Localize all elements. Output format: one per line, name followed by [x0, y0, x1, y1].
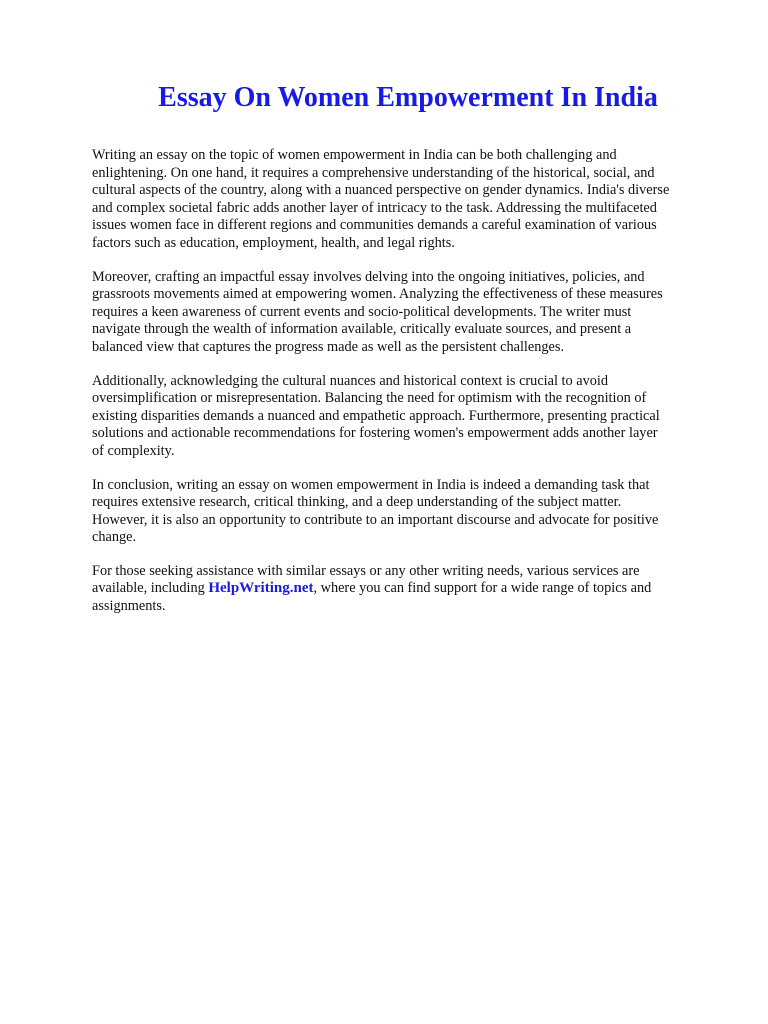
paragraph-line: requires extensive research, critical thinking, and a deep understanding of the subject matter.: [92, 494, 622, 511]
paragraph-intro: [92, 147, 732, 253]
paragraph-line: Moreover, crafting an impactful essay involves delving into the ongoing initiatives, policies, and: [92, 268, 645, 285]
paragraph-line: change.: [92, 529, 137, 546]
closing-text-after-link: , where you can find support for a wide range of topics and: [313, 580, 652, 597]
paragraph-moreover: [92, 269, 732, 357]
document-body: [92, 147, 732, 632]
closing-text-before-link: available, including: [92, 580, 209, 597]
paragraph-line: Additionally, acknowledging the cultural nuances and historical context is crucial to avoid: [92, 372, 608, 389]
paragraph-line: enlightening. On one hand, it requires a comprehensive understanding of the historical, social, and: [92, 164, 655, 181]
paragraph-line: existing disparities demands a nuanced and empathetic approach. Furthermore, presenting practical: [92, 407, 660, 424]
paragraph-line-with-link: [92, 580, 732, 598]
paragraph-line: solutions and actionable recommendations for fostering women's empowerment adds another layer: [92, 425, 658, 442]
paragraph-line: requires a keen awareness of current events and socio-political developments. The writer must: [92, 303, 632, 320]
paragraph-line: cultural aspects of the country, along with a nuanced perspective on gender dynamics. India's diverse: [92, 182, 670, 199]
paragraph-line: navigate through the wealth of information available, critically evaluate sources, and present a: [92, 321, 632, 338]
page-title: Essay On Women Empowerment In India: [158, 82, 658, 113]
paragraph-line: issues women face in different regions and communities demands a careful examination of various: [92, 217, 657, 234]
paragraph-line: oversimplification or misrepresentation. Balancing the need for optimism with the recognition of: [92, 390, 647, 407]
paragraph-conclusion: [92, 477, 732, 547]
paragraph-line: balanced view that captures the progress made as well as the persistent challenges.: [92, 338, 565, 355]
paragraph-line: In conclusion, writing an essay on women empowerment in India is indeed a demanding task that: [92, 476, 650, 493]
paragraph-line: However, it is also an opportunity to contribute to an important discourse and advocate for positive: [92, 511, 659, 528]
paragraph-line: Writing an essay on the topic of women empowerment in India can be both challenging and: [92, 147, 617, 163]
paragraph-additionally: [92, 373, 732, 461]
helpwriting-link[interactable]: HelpWriting.net: [208, 580, 314, 597]
paragraph-line: assignments.: [92, 598, 166, 615]
paragraph-line: factors such as education, employment, health, and legal rights.: [92, 234, 455, 251]
paragraph-closing: [92, 563, 732, 616]
paragraph-line: grassroots movements aimed at empowering women. Analyzing the effectiveness of these measures: [92, 286, 663, 303]
paragraph-line: For those seeking assistance with similar essays or any other writing needs, various services are: [92, 562, 640, 579]
paragraph-line: of complexity.: [92, 442, 175, 459]
paragraph-line: and complex societal fabric adds another layer of intricacy to the task. Addressing the multifaceted: [92, 199, 657, 216]
